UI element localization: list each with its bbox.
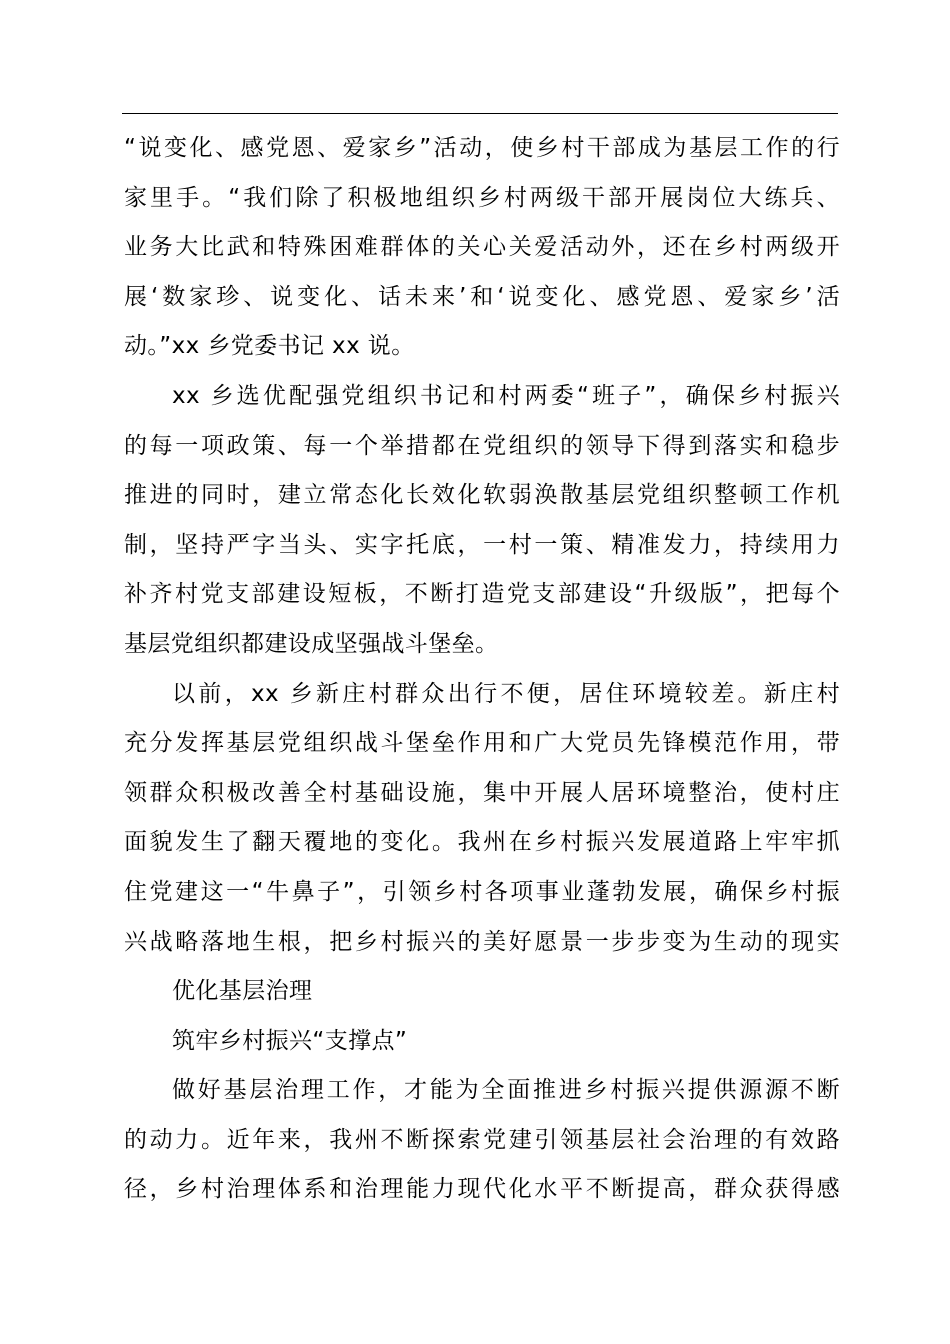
text-line: 基层党组织都建设成坚强战斗堡垒。 (124, 630, 499, 657)
text-line: 面貌发生了翻天覆地的变化。我州在乡村振兴发展道路上牢牢抓 (124, 829, 840, 856)
header-rule (122, 113, 838, 114)
section-heading-1 (124, 967, 840, 1017)
text-line: xx 乡选优配强党组织书记和村两委“班子”，确保乡村振兴 (172, 382, 840, 409)
text-line: 优化基层治理 (172, 978, 313, 1005)
text-line: 住党建这一“牛鼻子”，引领乡村各项事业蓬勃发展，确保乡村振 (124, 878, 840, 905)
text-line: 径，乡村治理体系和治理能力现代化水平不断提高，群众获得感 (124, 1176, 840, 1203)
text-line: 业务大比武和特殊困难群体的关心关爱活动外，还在乡村两级开 (124, 234, 840, 261)
text-line: 补齐村党支部建设短板，不断打造党支部建设“升级版”，把每个 (124, 581, 840, 608)
text-line: 家里手。“我们除了积极地组织乡村两级干部开展岗位大练兵、 (124, 184, 840, 211)
text-line: 制，坚持严字当头、实字托底，一村一策、精准发力，持续用力 (124, 531, 840, 558)
paragraph-3 (124, 670, 840, 968)
text-line: 的动力。近年来，我州不断探索党建引领基层社会治理的有效路 (124, 1126, 840, 1153)
text-line: 的每一项政策、每一个举措都在党组织的领导下得到落实和稳步 (124, 432, 840, 459)
text-line: 推进的同时，建立常态化长效化软弱涣散基层党组织整顿工作机 (124, 482, 840, 509)
text-line: 领群众积极改善全村基础设施，集中开展人居环境整治，使村庄 (124, 779, 840, 806)
text-line: 展‘数家珍、说变化、话未来’和‘说变化、感党恩、爱家乡’活 (124, 283, 840, 310)
text-line: 兴战略落地生根，把乡村振兴的美好愿景一步步变为生动的现实 (124, 928, 840, 955)
text-line: 筑牢乡村振兴“支撑点” (172, 1027, 408, 1054)
text-line: 做好基层治理工作，才能为全面推进乡村振兴提供源源不断 (172, 1077, 840, 1104)
text-line: 充分发挥基层党组织战斗堡垒作用和广大党员先锋模范作用，带 (124, 730, 840, 757)
paragraph-4 (124, 1066, 840, 1215)
text-line: 以前，xx 乡新庄村群众出行不便，居住环境较差。新庄村 (172, 680, 840, 707)
paragraph-2 (124, 372, 840, 670)
text-line: 动。”xx 乡党委书记 xx 说。 (124, 333, 415, 360)
document-body (124, 124, 840, 1215)
text-line: “说变化、感党恩、爱家乡”活动，使乡村干部成为基层工作的行 (124, 135, 840, 161)
paragraph-1 (124, 124, 840, 372)
section-heading-2 (124, 1017, 840, 1067)
